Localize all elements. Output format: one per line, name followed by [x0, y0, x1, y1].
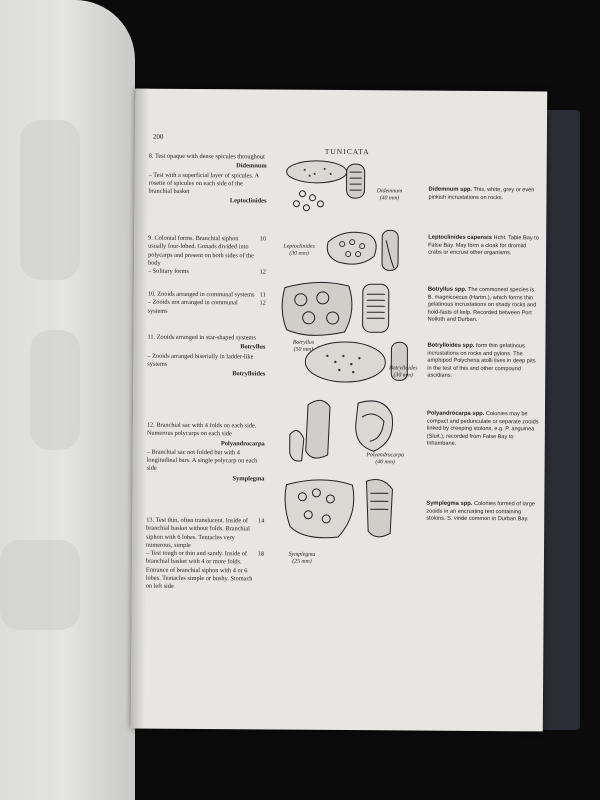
botryllus-illustration [278, 280, 413, 341]
key-lead-b: – Test tough or thin and sandy. Inside of branchial basket with 4 or more folds. Entrance of branchial siphon with 4 or 6 lobes. Tentacles simple or bushy. Stomach on left side [145, 549, 253, 591]
figure-size: (40 mm) [375, 459, 395, 466]
figure-size: (40 mm) [379, 195, 400, 202]
facing-page-ghost-figure [30, 330, 80, 450]
figure-size: (30 mm) [289, 250, 309, 257]
facing-page-ghost-figure [20, 120, 80, 280]
key-lead-a: 11. Zooids arranged in star-shaped systems [147, 333, 256, 342]
species-description: Botrylloides spp. form thin gelatinous incrustations on rocks and pylons. The amphipod Polycheria atolli lives in deep pits in the test of this and other compound ascidians. [427, 342, 536, 380]
key-result: 14 [257, 517, 265, 525]
figure-caption [358, 452, 413, 466]
species-description: Botryllus spp. The commonest species is B. magnicoecus (Hartm.), which forms thin gelatinous incrustations on shady rocks and hold-fasts of kelp. Recorded between Port Nolloth and Durban. [427, 286, 537, 324]
key-couplet-12 [146, 422, 264, 485]
facing-page-ghost-figure [0, 540, 80, 630]
key-lead-a: 10. Zooids arranged in communal systems [147, 290, 255, 299]
book-page [131, 89, 547, 732]
figure-caption [282, 552, 322, 566]
key-couplet-10 [148, 291, 266, 317]
page-header: TUNICATA [324, 146, 370, 157]
key-result: Botryllus [240, 343, 266, 351]
key-result: 11 [259, 291, 266, 299]
species-description: Leptoclinides capensis Hcht. Table Bay to False Bay. May form a cloak for dromiid crabs or encrust other organisms. [428, 234, 539, 257]
figure-genus: Symplegma [288, 551, 316, 558]
figure-size: (50 mm) [293, 346, 314, 353]
key-couplet-9 [148, 235, 266, 277]
figure-genus: Leptoclinides [283, 243, 315, 250]
key-couplet-11 [147, 334, 265, 380]
key-result: 12 [259, 299, 266, 307]
key-result: Didemnum [236, 162, 267, 170]
key-couplet-8 [148, 153, 266, 208]
figure-size: (30 mm) [393, 372, 413, 379]
key-lead-b: – Zooids not arranged in communal systems [147, 298, 238, 315]
symplegma-illustration [282, 475, 412, 546]
figure-caption [364, 188, 414, 202]
key-result: Leptoclinides [229, 197, 267, 205]
key-lead-a: 13. Test thin, often translucent. Inside of branchial basket without folds. Branchial siphon with 6 lobes. Tentacles very numerous, simple [146, 516, 250, 549]
key-lead-b: – Solitary forms [147, 267, 189, 276]
figure-genus: Polyandrocarpa [366, 452, 405, 459]
species-description: Symplegma spp. Colonies formed of large zooids in an encrusting test containing stolons. S. viride common in Durban Bay. [426, 500, 535, 523]
page-number: 200 [152, 132, 164, 141]
key-lead-b: – Zooids arranged biserially in ladder-like systems [147, 352, 254, 368]
key-couplet-13 [146, 517, 265, 592]
key-result: 10 [259, 235, 267, 243]
key-lead-a: 8. Test opaque with dense spicules throughout [148, 152, 265, 161]
leptoclinides-illustration [324, 228, 414, 284]
figure-caption [274, 244, 324, 258]
species-description: Didemnum spp. This, white, grey or even pinkish incrustations on rocks. [428, 186, 535, 201]
key-result: Botrylloides [232, 370, 266, 378]
figure-size: (25 mm) [292, 558, 312, 565]
key-result: Polyandrocarpa [220, 439, 265, 448]
key-lead-b: – Branchial sac not folded but with 4 longitudinal bars. A single polycarp on each side [146, 448, 258, 473]
figure-genus: Botrylloides [389, 365, 418, 372]
figure-genus: Botryllus [292, 339, 315, 346]
key-result: 18 [257, 550, 265, 558]
figure-genus: Didemnum [376, 188, 403, 195]
key-result: 12 [259, 268, 266, 276]
key-result: Symplegma [232, 475, 265, 483]
key-lead-a: 12. Branchial sac with 4 folds on each side. Numerous polycarps on each side [146, 421, 257, 438]
key-lead-b: – Test with a superficial layer of spicules. A rosette of spicules on each side of the branchial basket [148, 171, 259, 196]
facing-page [0, 0, 135, 800]
species-description: Polyandrocarpa spp. Colonies may be compact and pedunculate or separate zooids linked by creeping stolons, e.g. P. anguinea (Sluit.), recorded from False Bay to Inhambane. [426, 410, 539, 448]
figure-caption [378, 365, 428, 379]
key-lead-a: 9. Colonial forms. Branchial siphon usually four-lobed. Gonads divided into polycarps and present on both sides of the body [147, 234, 254, 267]
